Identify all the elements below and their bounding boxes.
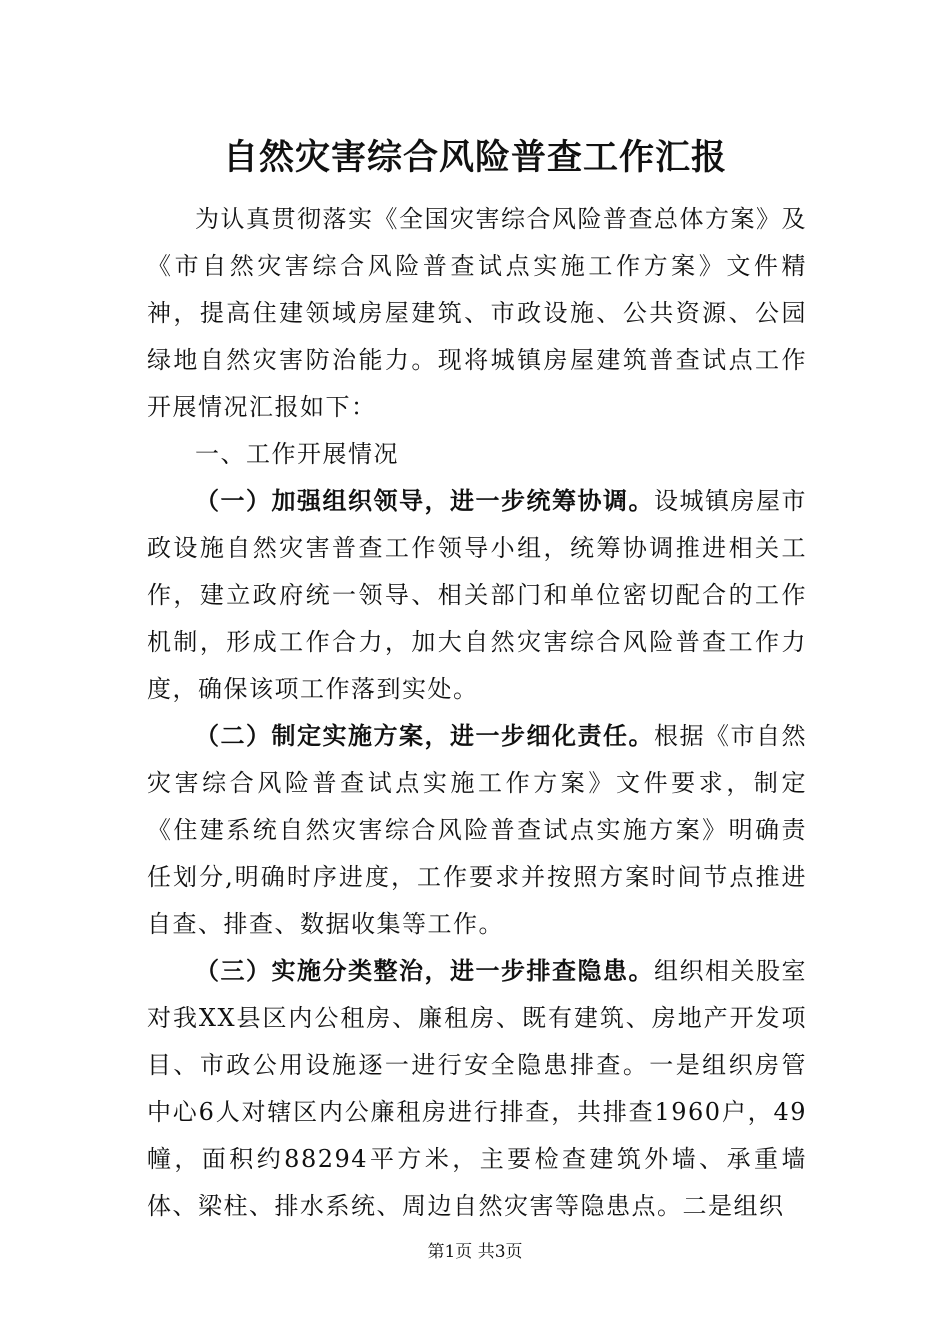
document-body bbox=[147, 196, 807, 1230]
item-text-3: 组织相关股室对我XX县区内公租房、廉租房、既有建筑、房地产开发项目、市政公用设施逐一进行安全隐患排查。一是组织房管中心6人对辖区内公廉租房进行排查，共排查1960户，49幢，面积约88294平方米，主要检查建筑外墙、承重墙体、梁柱、排水系统、周边自然灾害等隐患点。二是组织 bbox=[147, 957, 807, 1220]
item-paragraph-1 bbox=[147, 478, 807, 713]
item-lead-3: （三）实施分类整治，进一步排查隐患。 bbox=[195, 957, 654, 985]
item-text-1: 设城镇房屋市政设施自然灾害普查工作领导小组，统筹协调推进相关工作，建立政府统一领导、相关部门和单位密切配合的工作机制，形成工作合力，加大自然灾害综合风险普查工作力度，确保该项工作落到实处。 bbox=[147, 487, 807, 703]
intro-paragraph: 为认真贯彻落实《全国灾害综合风险普查总体方案》及《市自然灾害综合风险普查试点实施工作方案》文件精神，提高住建领域房屋建筑、市政设施、公共资源、公园绿地自然灾害防治能力。现将城镇房屋建筑普查试点工作开展情况汇报如下： bbox=[147, 205, 807, 421]
item-lead-1: （一）加强组织领导，进一步统筹协调。 bbox=[195, 487, 654, 515]
item-paragraph-3 bbox=[147, 948, 807, 1230]
section-heading: 一、工作开展情况 bbox=[195, 440, 399, 468]
page-number-footer: 第1页 共3页 bbox=[427, 1242, 523, 1262]
item-paragraph-2 bbox=[147, 713, 807, 948]
item-text-2: 根据《市自然灾害综合风险普查试点实施工作方案》文件要求，制定《住建系统自然灾害综合风险普查试点实施方案》明确责任划分,明确时序进度，工作要求并按照方案时间节点推进自查、排查、数据收集等工作。 bbox=[147, 722, 807, 938]
item-lead-2: （二）制定实施方案，进一步细化责任。 bbox=[195, 722, 654, 750]
document-title: 自然灾害综合风险普查工作汇报 bbox=[222, 137, 727, 178]
